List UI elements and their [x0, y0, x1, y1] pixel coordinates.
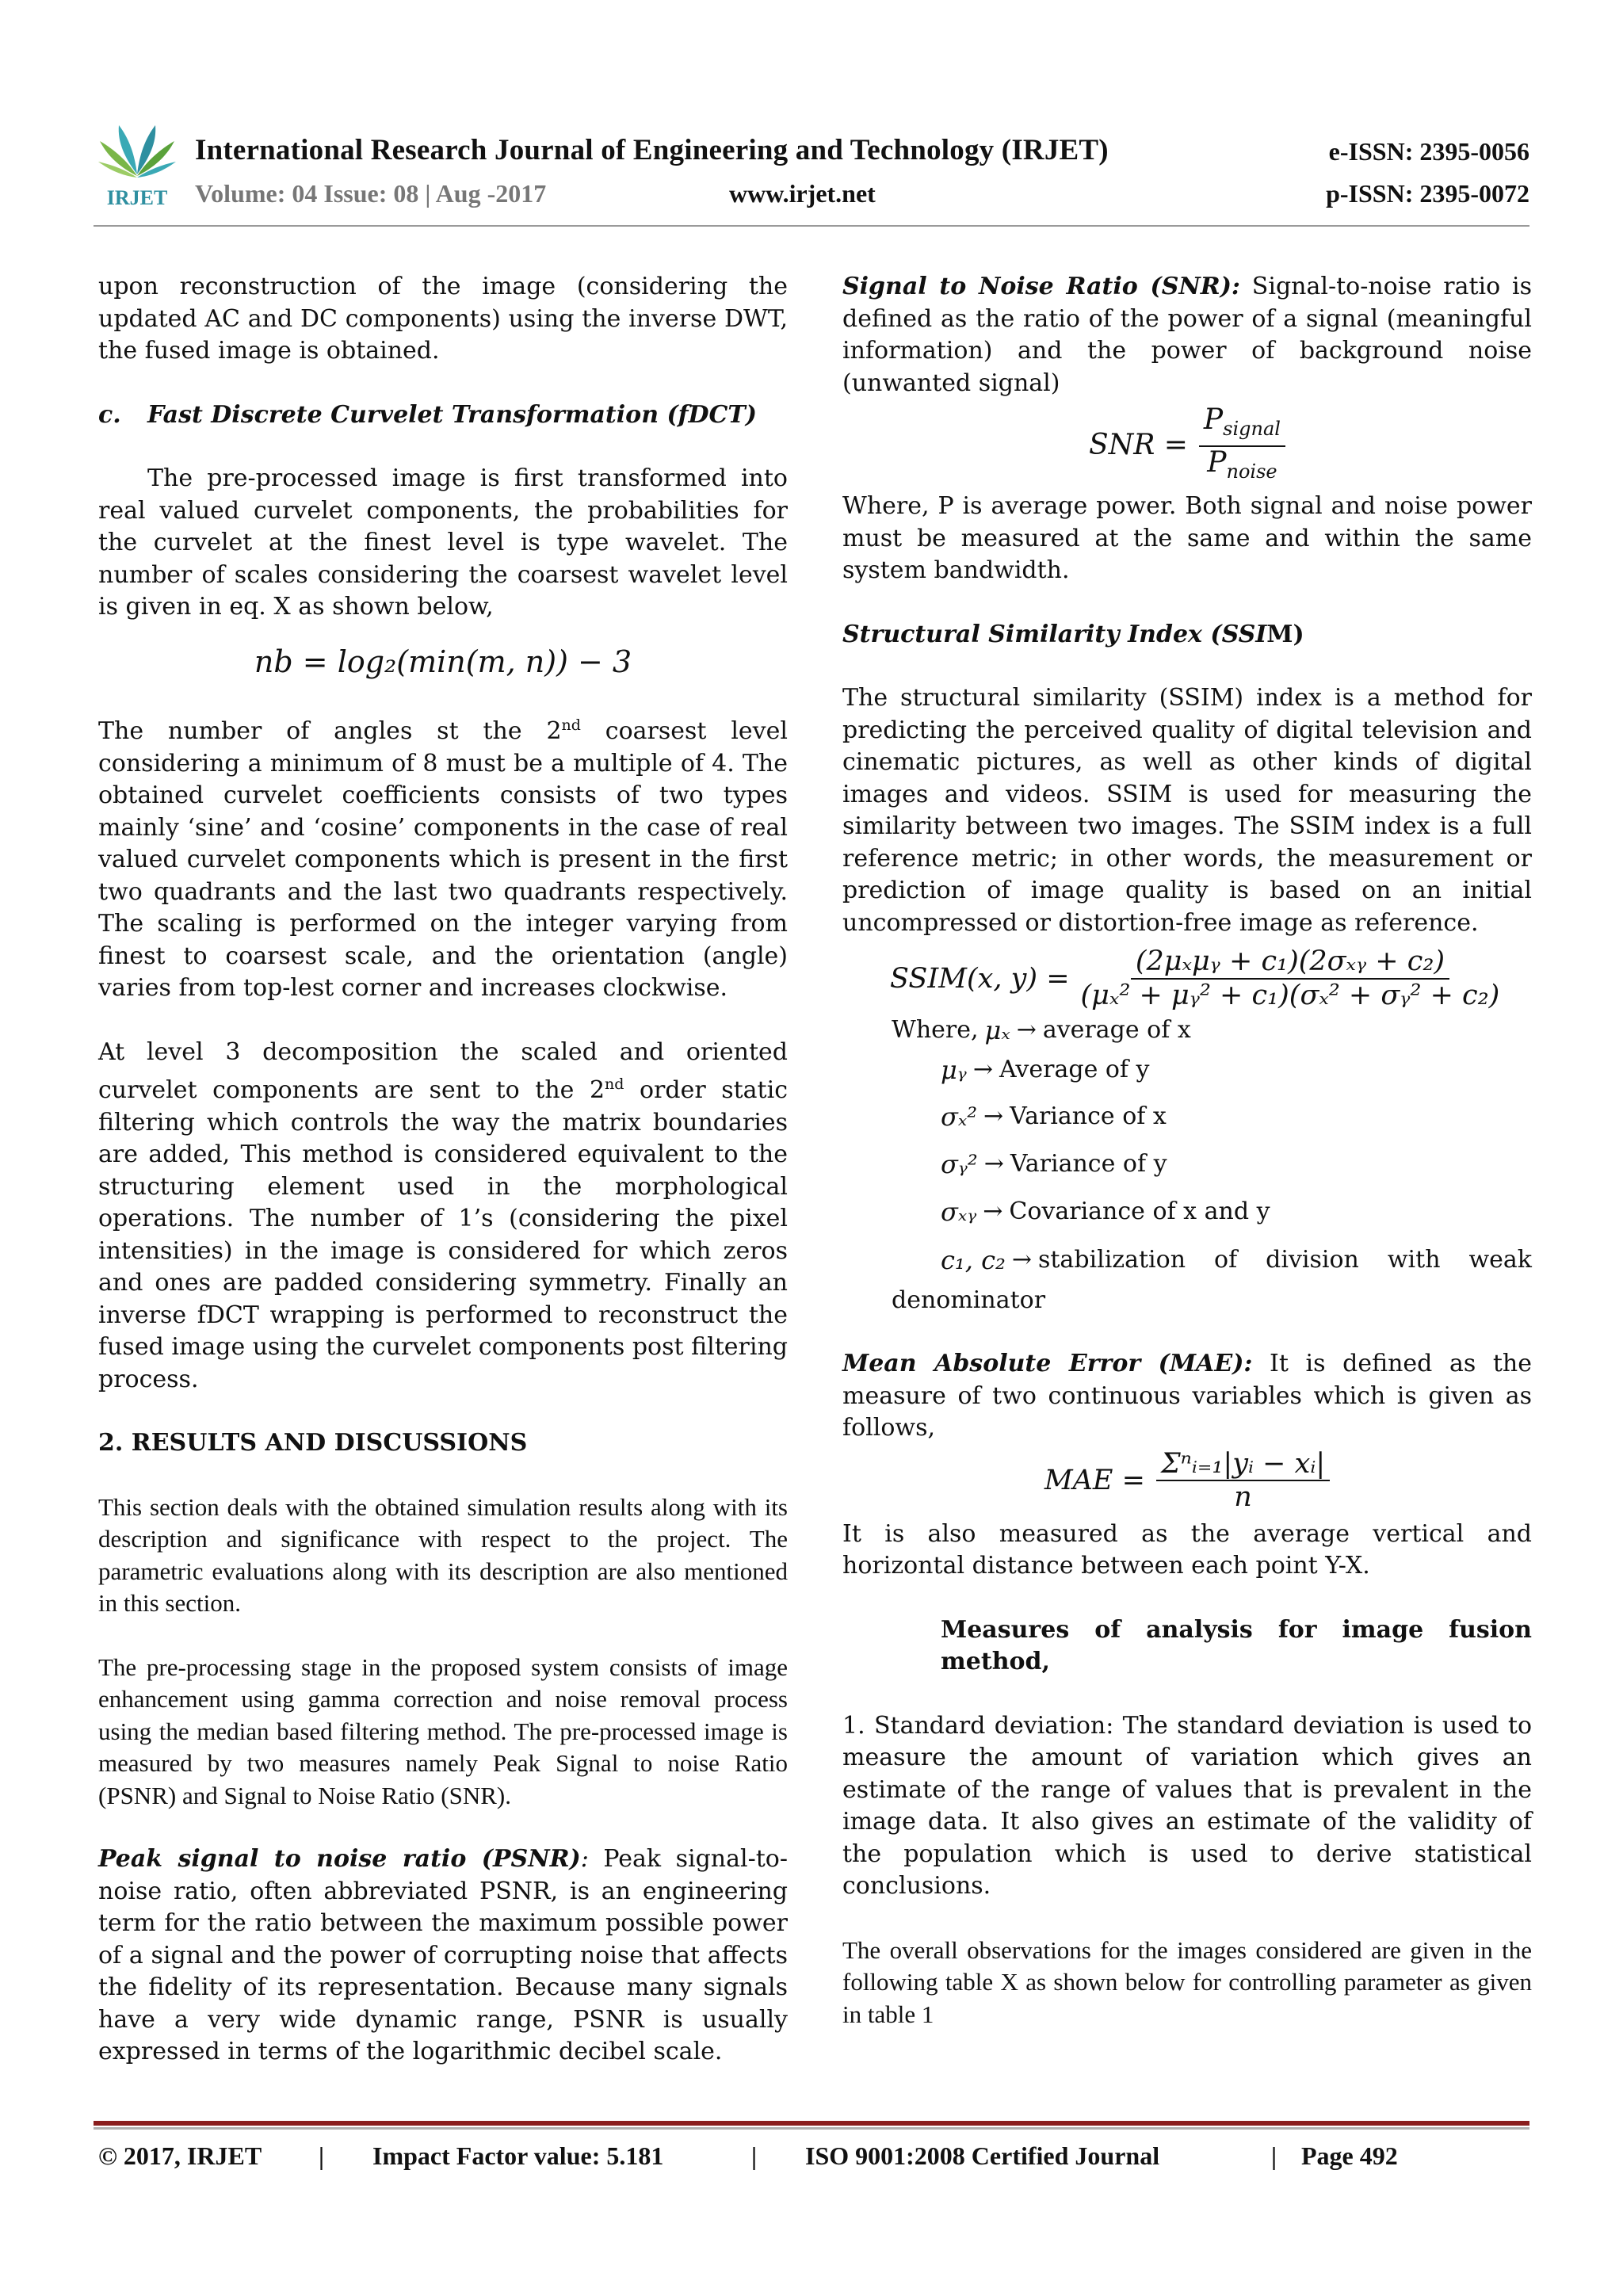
symbol-sigma-xy: σₓᵧ [941, 1196, 977, 1227]
ssim-heading-part1: Structural Similarity Index (SSI [842, 620, 1267, 648]
ssim-heading [842, 619, 1532, 651]
equation-mae-lhs: MAE = [1044, 1465, 1145, 1497]
footer-page-number: Page 492 [1301, 2141, 1398, 2170]
equation-snr-numerator: P [1203, 403, 1224, 436]
equation-ssim-denominator: (μₓ² + μᵧ² + c₁)(σₓ² + σᵧ² + c₂) [1080, 979, 1500, 1011]
equation-ssim-lhs: SSIM(x, y) = [890, 962, 1070, 995]
where-item [941, 1236, 1532, 1285]
website-link[interactable]: www.irjet.net [729, 179, 876, 208]
right-column [842, 271, 1532, 2030]
where-item [941, 1093, 1532, 1140]
superscript-nd: nd [605, 1075, 624, 1093]
symbol-mu-x: μₓ [984, 1015, 1010, 1046]
e-issn: e-ISSN: 2395-0056 [1328, 137, 1529, 166]
where-list [941, 1047, 1532, 1285]
paragraph-results: This section deals with the obtained simulation results along with its description and significance with respect to the project. The parametric evaluations along with its description are also mentioned in this section. [98, 1492, 788, 1617]
paragraph-level3 [98, 1037, 788, 1396]
equation-snr [842, 404, 1532, 487]
definition-text: stabilization of division with weak [1037, 1245, 1532, 1274]
header-divider [94, 225, 1529, 227]
snr-term: Signal to Noise Ratio (SNR): [842, 273, 1240, 300]
paragraph-preprocessing: The pre-processing stage in the proposed system consists of image enhancement using gamma correction and noise removal process using the median based filtering method. The pre-processed image is measured by two measures namely Peak Signal to noise Ratio (PSNR) and Signal to Noise Ratio (SNR). [98, 1652, 788, 1809]
paragraph-ssim: The structural similarity (SSIM) index is a method for predicting the perceived quality of digital television and cinematic pictures, as well as other kinds of digital images and videos. SSIM is used for measuring the similarity between two images. The SSIM index is a full reference metric; in other words, the measurement or prediction of image quality is based on an initial uncompressed or distortion-free image as reference. [842, 684, 1532, 937]
ssim-heading-part2: M) [1266, 620, 1304, 648]
logo-text: IRJET [106, 186, 168, 209]
paragraph-level3-part1: At level 3 decomposition the scaled and oriented curvelet components are sent to the 2 [98, 1037, 788, 1104]
where-label: Where, [892, 1016, 979, 1045]
where-item [941, 1047, 1532, 1093]
paragraph-level3-part2: order static filtering which controls the way the matrix boundaries are added, This method is considered equivalent to the structuring element used in the morphological operations. The number of 1’s (considering the pixel intensities) in the image is considered for which zeros and ones are padded considering symmetry. Finally an inverse fDCT wrapping is performed to reconstruct the fused image using the curvelet components post filtering process. [98, 1076, 788, 1393]
symbol-c1-c2: c₁, c₂ [941, 1244, 1006, 1275]
equation-nb-text: nb = log₂(min(m, n)) − 3 [254, 644, 632, 679]
arrow-icon: → [983, 1197, 1003, 1225]
where-item [941, 1140, 1532, 1188]
definition-text: Covariance of x and y [1009, 1197, 1270, 1225]
paragraph-overall: The overall observations for the images considered are given in the following table X as shown below for controlling parameter as given in table 1 [842, 1935, 1532, 2028]
definition-text: Variance of y [1010, 1149, 1167, 1178]
journal-title: International Research Journal of Engineering and Technology (IRJET) [195, 134, 1109, 166]
psnr-term: Peak signal to noise ratio (PSNR) [98, 1845, 581, 1873]
arrow-icon: → [983, 1102, 1004, 1130]
arrow-icon: → [983, 1149, 1004, 1178]
equation-snr-numerator-sub: signal [1223, 418, 1281, 441]
measures-heading: Measures of analysis for image fusion method, [941, 1615, 1532, 1676]
equation-snr-denominator: P [1207, 445, 1227, 479]
paragraph-angles-part2: coarsest level considering a minimum of 8 must be a multiple of 4. The obtained curvelet coefficients consists of two types mainly ‘sine’ and ‘cosine’ components in the case of real valued curvelet components which is present in the first two quadrants and the last two quadrants respectively. The scaling is performed on the integer varying from finest to coarsest scale, and the orientation (angle) varies from top-lest corner and increases clockwise. [98, 717, 788, 1002]
psnr-colon: : [580, 1845, 589, 1873]
section-c-title: Fast Discrete Curvelet Transformation (fDCT) [147, 400, 757, 429]
symbol-mu-y: μᵧ [941, 1054, 967, 1085]
paragraph-angles [98, 709, 788, 1005]
footer-divider-thick [94, 2121, 1529, 2126]
mae-term: Mean Absolute Error (MAE): [842, 1350, 1253, 1378]
definition-text: Variance of x [1010, 1102, 1167, 1130]
footer [98, 2141, 1529, 2171]
arrow-icon: → [1011, 1245, 1032, 1274]
paragraph-mae-also: It is also measured as the average vertical and horizontal distance between each point Y-X. [842, 1519, 1532, 1580]
equation-nb [98, 646, 788, 682]
equation-ssim-numerator: (2μₓμᵧ + c₁)(2σₓᵧ + c₂) [1131, 946, 1449, 980]
volume-issue: Volume: 04 Issue: 08 | Aug -2017 [195, 179, 547, 208]
equation-ssim [890, 946, 1532, 1011]
paragraph-standard-deviation: 1. Standard deviation: The standard deviation is used to measure the amount of variation which gives an estimate of the range of values that is prevalent in the image data. It also gives an estimate of the validity of the population which is used to derive statistical conclusions. [842, 1711, 1532, 1901]
footer-divider-thin [94, 2127, 1529, 2130]
footer-separator: | [1271, 2141, 1277, 2170]
equation-mae [842, 1448, 1532, 1514]
where-item [941, 1188, 1532, 1236]
footer-copyright: © 2017, IRJET [98, 2141, 262, 2170]
logo-leaf-icon [94, 119, 181, 212]
equation-mae-numerator: Σⁿᵢ₌₁|yᵢ − xᵢ| [1156, 1448, 1330, 1482]
paragraph-intro: upon reconstruction of the image (considering the updated AC and DC components) using the inverse DWT, the fused image is obtained. [98, 273, 788, 365]
paragraph-psnr [98, 1843, 788, 2069]
section-2-heading: 2. RESULTS AND DISCUSSIONS [98, 1429, 528, 1457]
definition-text: Average of y [999, 1055, 1150, 1083]
snr-text: Signal-to-noise ratio is defined as the ratio of the power of a signal (meaningful information) and the power of background noise (unwanted signal) [842, 273, 1532, 397]
footer-iso: ISO 9001:2008 Certified Journal [805, 2141, 1160, 2170]
p-issn: p-ISSN: 2395-0072 [1326, 179, 1529, 208]
paragraph-fdct: The pre-processed image is first transformed into real valued curvelet components, the probabilities for the curvelet at the finest level is type wavelet. The number of scales considering the coarsest wavelet level is given in eq. X as shown below, [98, 464, 788, 621]
paragraph-snr [842, 271, 1532, 399]
irjet-logo [94, 119, 181, 212]
equation-mae-denominator: n [1234, 1481, 1252, 1514]
arrow-icon: → [972, 1055, 993, 1083]
where-row-0 [892, 1014, 1532, 1047]
symbol-sigma-y-squared: σᵧ² [941, 1148, 978, 1179]
definition-text: average of x [1042, 1016, 1191, 1045]
section-c-heading [98, 399, 788, 432]
where-definitions [892, 1014, 1532, 1316]
paragraph-mae [842, 1348, 1532, 1445]
paragraph-where-power: Where, P is average power. Both signal and noise power must be measured at the same and within the same system bandwidth. [842, 492, 1532, 585]
superscript-nd: nd [561, 716, 581, 734]
left-column [98, 271, 788, 2069]
footer-separator: | [319, 2141, 325, 2170]
where-tail: denominator [892, 1286, 1046, 1314]
arrow-icon: → [1016, 1016, 1037, 1045]
paragraph-angles-part1: The number of angles st the 2 [98, 717, 562, 745]
equation-snr-lhs: SNR = [1089, 429, 1188, 462]
mae-text: It is defined as the measure of two continuous variables which is given as follows, [842, 1350, 1532, 1442]
section-c-label: c. [98, 400, 121, 429]
psnr-text: Peak signal-to-noise ratio, often abbreviated PSNR, is an engineering term for the ratio between the maximum possible power of a signal and the power of corrupting noise that affects the fidelity of its representation. Because many signals have a very wide dynamic range, PSNR is usually expressed in terms of the logarithmic decibel scale. [98, 1845, 788, 2065]
footer-separator: | [751, 2141, 758, 2170]
equation-snr-denominator-sub: noise [1226, 460, 1277, 483]
footer-impact-factor: Impact Factor value: 5.181 [372, 2141, 664, 2170]
symbol-sigma-x-squared: σₓ² [941, 1101, 978, 1132]
